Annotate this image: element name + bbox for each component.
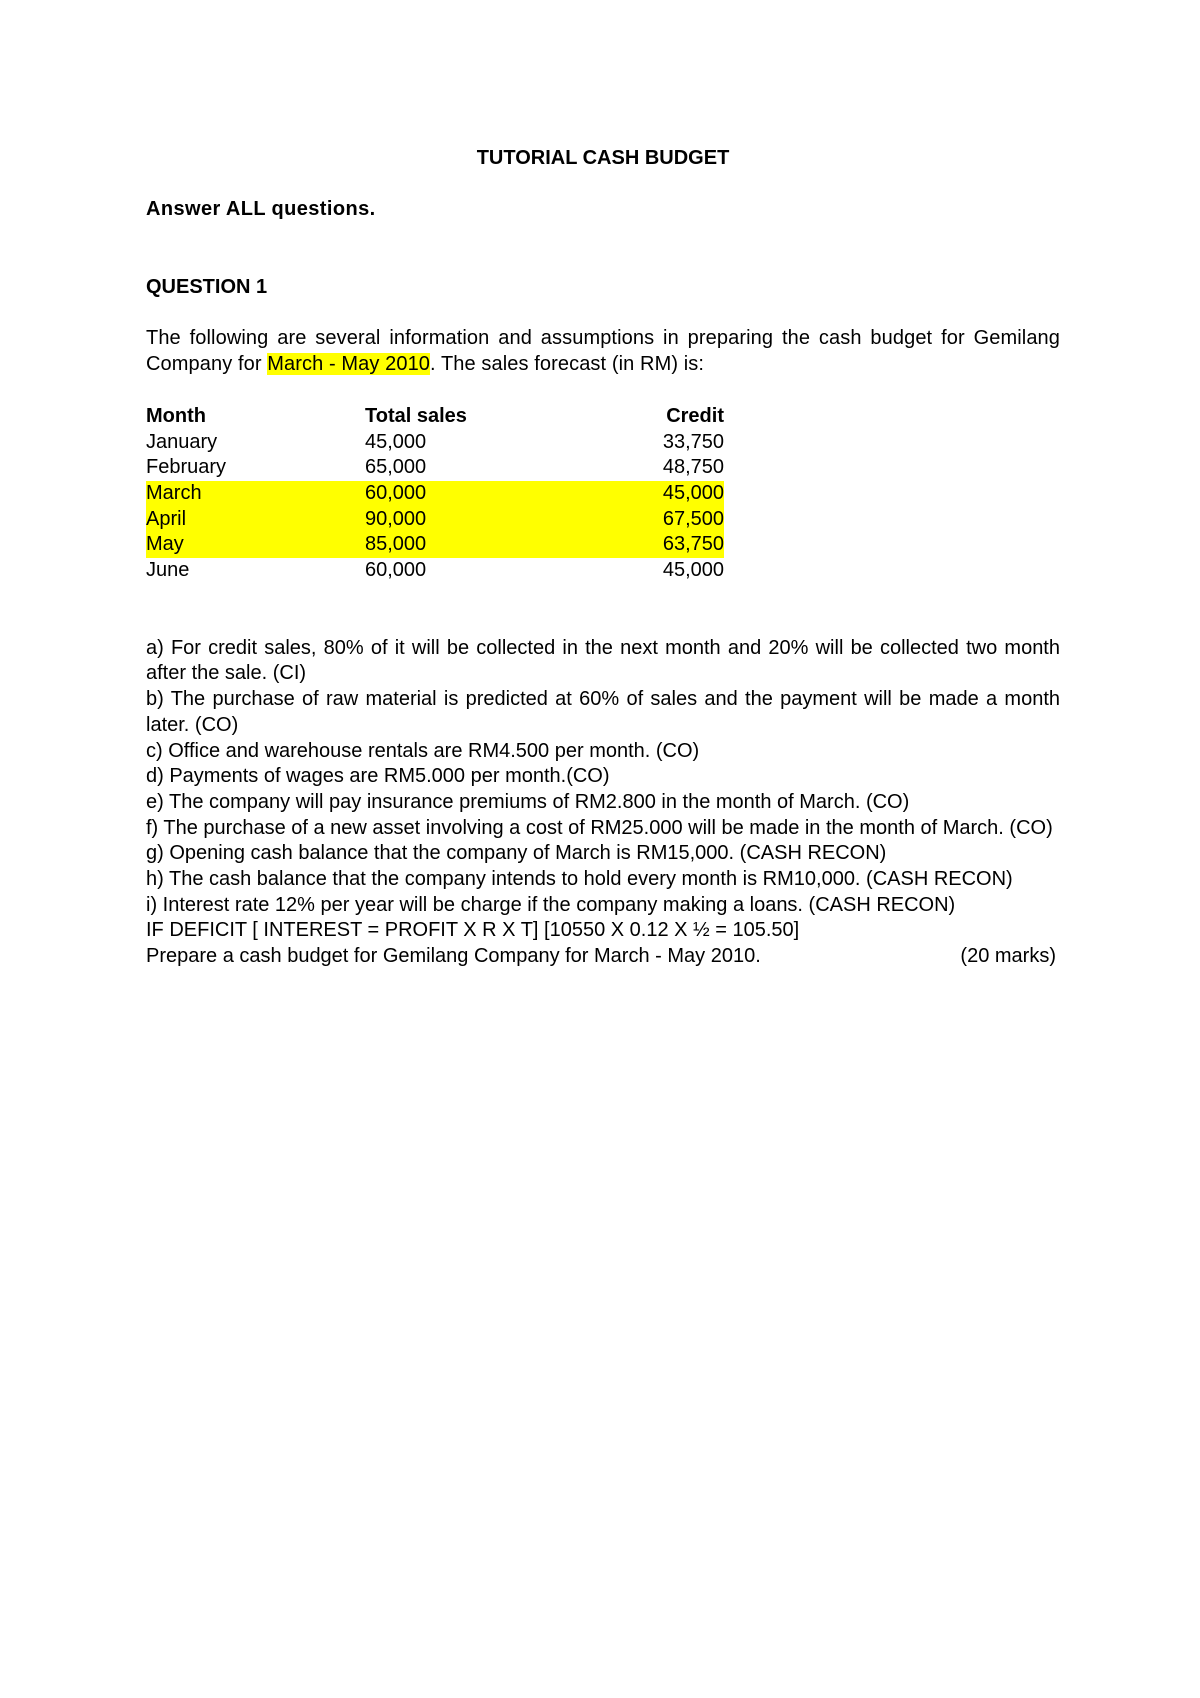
assumption-item-b: b) The purchase of raw material is predicted at 60% of sales and the payment will be made a month later. (CO)	[146, 688, 1060, 736]
assumption-item-h: h) The cash balance that the company intends to hold every month is RM10,000. (CASH RECON)	[146, 868, 1013, 891]
assumption-item-g: g) Opening cash balance that the company of March is RM15,000. (CASH RECON)	[146, 842, 887, 865]
header-credit: Credit	[666, 404, 724, 427]
table-row	[146, 558, 724, 584]
intro-highlight-period: March - May 2010	[267, 353, 431, 376]
cell-total-sales: 85,000	[365, 532, 659, 558]
marks-text: (20 marks)	[960, 945, 1056, 968]
cell-credit: 48,750	[662, 456, 724, 479]
assumption-item-c: c) Office and warehouse rentals are RM4.500 per month. (CO)	[146, 739, 700, 762]
header-month: Month	[146, 404, 206, 427]
table-header-row	[146, 404, 724, 430]
cell-credit: 45,000	[662, 559, 724, 582]
table-row	[146, 430, 724, 456]
intro-text-before: The following are several information and assumptions in preparing the cash budget for Gemilang Company for	[146, 327, 1060, 376]
cell-month: February	[146, 456, 227, 479]
sales-forecast-table	[146, 404, 724, 584]
table-row-highlighted	[146, 532, 724, 558]
assumptions-list	[146, 636, 1060, 919]
cell-credit: 63,750	[659, 532, 724, 558]
cell-month: January	[146, 430, 218, 453]
cell-total-sales: 45,000	[365, 430, 427, 453]
question-heading: QUESTION 1	[146, 275, 268, 298]
intro-paragraph	[146, 326, 1060, 377]
document-page	[146, 145, 1060, 970]
table-row-highlighted	[146, 507, 724, 533]
cell-total-sales: 65,000	[365, 456, 427, 479]
task-text: Prepare a cash budget for Gemilang Company for March - May 2010.	[146, 945, 761, 968]
assumption-item-a: a) For credit sales, 80% of it will be collected in the next month and 20% will be collected two month after the sale. (CI)	[146, 636, 1060, 685]
cell-month: May	[146, 532, 365, 558]
interest-formula: IF DEFICIT [ INTEREST = PROFIT X R X T] [10550 X 0.12 X ½ = 105.50]	[146, 919, 800, 942]
cell-credit: 45,000	[659, 481, 724, 507]
task-line	[146, 944, 1056, 970]
cell-credit: 33,750	[662, 430, 724, 453]
table-row-highlighted	[146, 481, 724, 507]
cell-month: June	[146, 559, 190, 582]
cell-total-sales: 60,000	[365, 559, 427, 582]
table-row	[146, 455, 724, 481]
intro-text-after: . The sales forecast (in RM) is:	[430, 353, 705, 376]
cell-credit: 67,500	[659, 507, 724, 533]
cell-month: March	[146, 481, 365, 507]
assumption-item-e: e) The company will pay insurance premiums of RM2.800 in the month of March. (CO)	[146, 790, 910, 813]
document-title: TUTORIAL CASH BUDGET	[476, 147, 730, 169]
assumption-item-f: f) The purchase of a new asset involving a cost of RM25.000 will be made in the month of March. (CO)	[146, 816, 1053, 839]
cell-total-sales: 90,000	[365, 507, 659, 533]
cell-total-sales: 60,000	[365, 481, 659, 507]
assumption-item-d: d) Payments of wages are RM5.000 per month.(CO)	[146, 765, 610, 788]
header-total-sales: Total sales	[365, 404, 467, 427]
cell-month: April	[146, 507, 365, 533]
instruction-text: Answer ALL questions.	[146, 198, 376, 220]
assumption-item-i: i) Interest rate 12% per year will be charge if the company making a loans. (CASH RECON)	[146, 893, 956, 916]
